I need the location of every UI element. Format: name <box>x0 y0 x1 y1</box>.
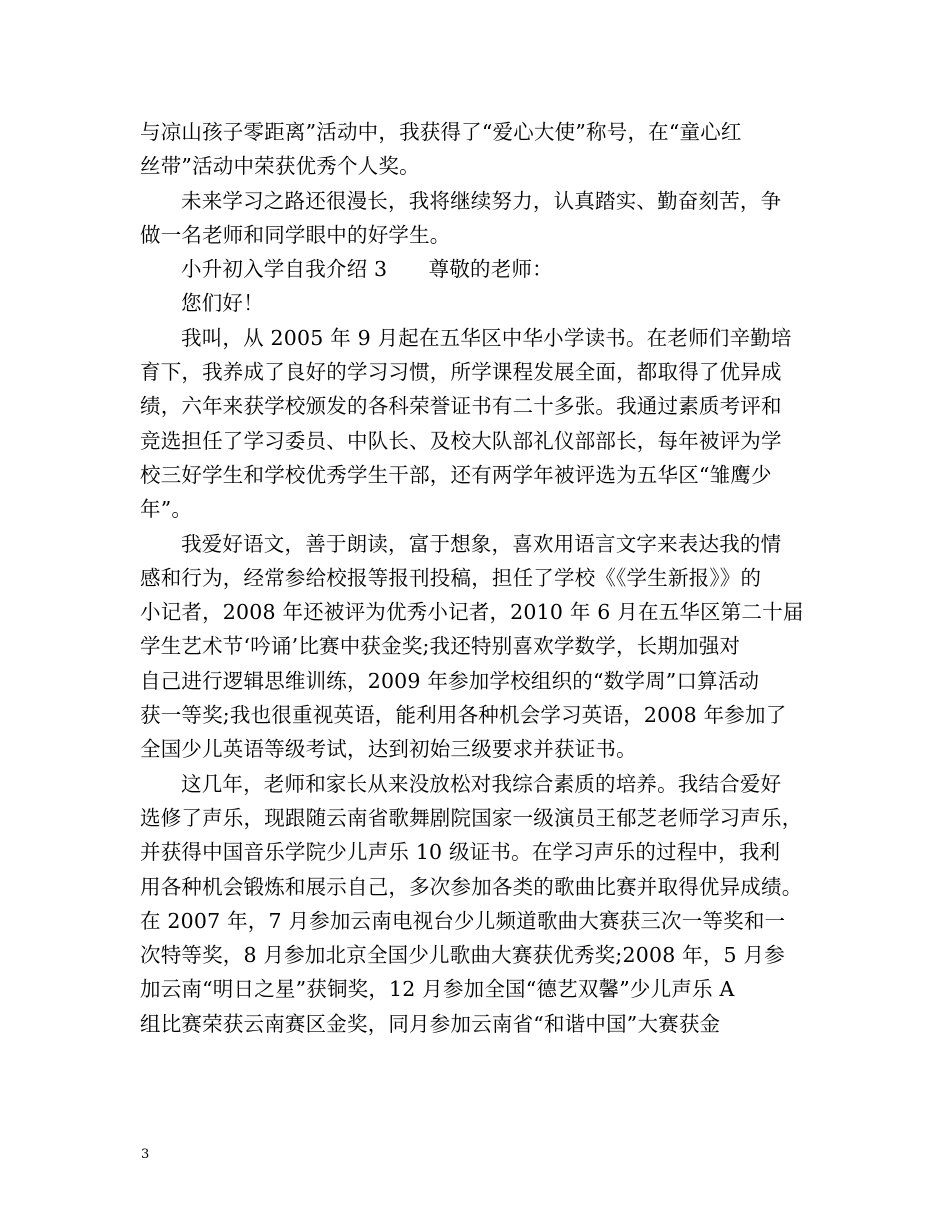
text-line: 全国少儿英语等级考试，达到初始三级要求并获证书。 <box>140 737 637 762</box>
text-line: 选修了声乐，现跟随云南省歌舞剧院国家一级演员王郁芝老师学习声乐， <box>140 805 803 830</box>
text-line: 育下，我养成了良好的学习习惯，所学课程发展全面，都取得了优异成 <box>140 360 782 385</box>
text-line: 用各种机会锻炼和展示自己，多次参加各类的歌曲比赛并取得优异成绩。 <box>140 874 803 899</box>
text-line: 竞选担任了学习委员、中队长、及校大队部礼仪部部长，每年被评为学 <box>140 428 782 453</box>
text-line: 绩，六年来获学校颁发的各科荣誉证书有二十多张。我通过素质考评和 <box>140 394 782 419</box>
page-number: 3 <box>141 1147 150 1162</box>
text-line: 丝带”活动中荣获优秀个人奖。 <box>140 154 420 179</box>
text-line: 做一名老师和同学眼中的好学生。 <box>140 222 451 247</box>
text-line: 并获得中国音乐学院少儿声乐 10 级证书。在学习声乐的过程中，我利 <box>140 840 781 865</box>
paragraph-start-line: 这几年，老师和家长从来没放松对我综合素质的培养。我结合爱好 <box>181 771 782 796</box>
section-heading-line: 小升初入学自我介绍 3 尊敬的老师： <box>181 257 553 282</box>
text-line: 学生艺术节‘吟诵’比赛中获金奖;我还特别喜欢学数学，长期加强对 <box>140 634 741 659</box>
paragraph-start-line: 我叫，从 2005 年 9 月起在五华区中华小学读书。在老师们辛勤培 <box>181 325 792 350</box>
text-line: 自己进行逻辑思维训练，2009 年参加学校组织的“数学周”口算活动 <box>140 668 760 693</box>
text-line: 次特等奖，8 月参加北京全国少儿歌曲大赛获优秀奖;2008 年，5 月参 <box>140 943 785 968</box>
document-body <box>140 115 820 1041</box>
text-line: 在 2007 年，7 月参加云南电视台少儿频道歌曲大赛获三次一等奖和一 <box>140 908 786 933</box>
paragraph-start-line: 我爱好语文，善于朗读，富于想象，喜欢用语言文字来表达我的情 <box>181 531 782 556</box>
text-line: 小记者，2008 年还被评为优秀小记者，2010 年 6 月在五华区第二十届 <box>140 600 804 625</box>
text-line: 感和行为，经常参给校报等报刊投稿，担任了学校《《学生新报》》的 <box>140 565 762 590</box>
paragraph-start-line: 未来学习之路还很漫长，我将继续努力，认真踏实、勤奋刻苦，争 <box>181 188 782 213</box>
text-line: 获一等奖;我也很重视英语，能利用各种机会学习英语，2008 年参加了 <box>140 703 787 728</box>
text-line: 校三好学生和学校优秀学生干部，还有两学年被评选为五华区“雏鹰少 <box>140 462 772 487</box>
text-line: 与凉山孩子零距离”活动中，我获得了“爱心大使”称号，在“童心红 <box>140 120 742 144</box>
text-line: 加云南“明日之星”获铜奖，12 月参加全国“德艺双馨”少儿声乐 A <box>140 977 735 1002</box>
text-line: 组比赛荣获云南赛区金奖，同月参加云南省“和谐中国”大赛获金 <box>140 1011 721 1036</box>
text-line: 年”。 <box>140 497 193 522</box>
greeting-line: 您们好！ <box>181 291 264 316</box>
